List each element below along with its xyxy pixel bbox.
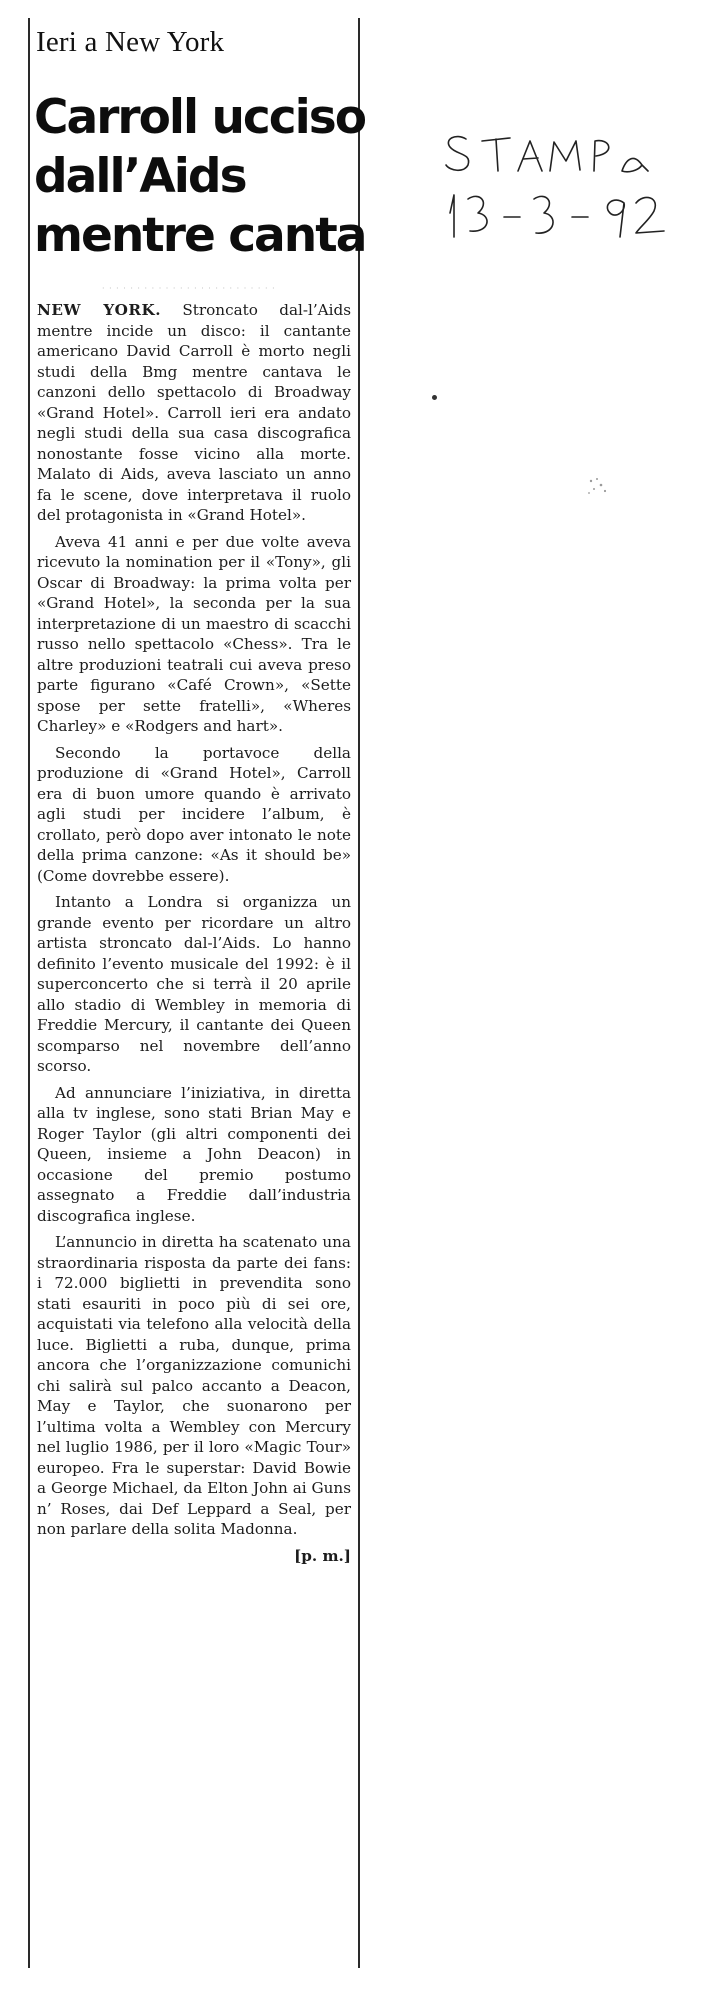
headline [34,88,365,265]
dateline: NEW YORK. [37,301,162,319]
article-paragraph: Secondo la portavoce della produzione di «Grand Hotel», Carroll era di buon umore quando è arrivato agli studi per incidere l’album, è crollato, però dopo aver intonato le note della prima canzone: «As it should be» (Come dovrebbe essere). [37,743,351,885]
handwritten-letter [482,138,510,171]
kicker: Ieri a New York [36,26,225,58]
handwritten-digit [450,195,454,237]
bleed-through-noise: · · · · · · · · · · · · · · · · · · · · · · · · · [102,284,276,293]
newspaper-clipping [28,18,366,1968]
handwritten-digit [534,196,553,233]
handwritten-digit [636,197,664,233]
headline-line: Carroll ucciso [34,90,365,145]
article-paragraph: Aveva 41 anni e per due volte aveva ricevuto la nomination per il «Tony», gli Oscar di Broadway: la prima volta per «Grand Hotel», la seconda per la sua interpretazione di un maestro di scacchi russo nello spettacolo «Chess». Tra le altre produzioni teatrali cui aveva preso parte figurano «Café Crown», «Sette spose per sette fratelli», «Wheres Charley» e «Rodgers and hart». [37,532,351,735]
handwritten-letter [518,141,542,171]
article-body [37,300,351,1566]
article-paragraph: Intanto a Londra si organizza un grande evento per ricordare un altro artista stroncato dal-l’Aids. Lo hanno definito l’evento musicale del 1992: è il superconcerto che si terrà il 20 aprile allo stadio di Wembley in memoria di Freddie Mercury, il cantante dei Queen scomparso nel novembre dell’anno scorso. [37,893,351,1075]
handwritten-letter [622,158,648,171]
handwritten-letter [550,141,580,171]
handwritten-letter [594,141,609,171]
handwriting-drawing [438,125,688,265]
paragraph-text: Stroncato dal-l’Aids mentre incide un disco: il cantante americano David Carroll è morto negli studi della Bmg mentre cantava le canzoni dello spettacolo di Broadway «Grand Hotel». Carroll ieri era andato negli studi della sua casa discografica nonostante fosse vicino alla morte. Malato di Aids, aveva lasciato un anno fa le scene, dove interpretava il ruolo del protagonista in «Grand Hotel». [37,301,352,524]
scan-smudge [585,475,613,497]
handwritten-letter [446,137,469,171]
handwritten-digit [468,196,487,231]
article-paragraph [37,300,351,526]
article-paragraph: L’annuncio in diretta ha scatenato una straordinaria risposta da parte dei fans: i 72.000 biglietti in prevendita sono stati esauriti in poco più di sei ore, acquistati via telefono alla velocità della luce. Biglietti a ruba, dunque, prima ancora che l’organizzazione comunichi chi salirà sul palco accanto a Deacon, May e Taylor, che suonarono per l’ultima volta a Wembley con Mercury nel luglio 1986, per il loro «Magic Tour» europeo. Fra le superstar: David Bowie a George Michael, da Elton John ai Guns n’ Roses, dai Def Leppard a Seal, per non parlare della solita Madonna. [37,1233,351,1538]
column-rule-right [358,18,360,1968]
headline-line: mentre canta [34,208,366,263]
scan-speck [432,395,437,400]
article-paragraph: Ad annunciare l’iniziativa, in diretta alla tv inglese, sono stati Brian May e Roger Taylor (gli altri componenti dei Queen, insieme a John Deacon) in occasione del premio postumo assegnato a Freddie dall’industria discografica inglese. [37,1083,351,1225]
handwritten-annotation [438,125,688,265]
column-rule-left [28,18,30,1968]
headline-line: dall’Aids [34,149,246,204]
handwritten-digit [607,200,624,237]
author-signature: [p. m.] [294,1546,351,1565]
